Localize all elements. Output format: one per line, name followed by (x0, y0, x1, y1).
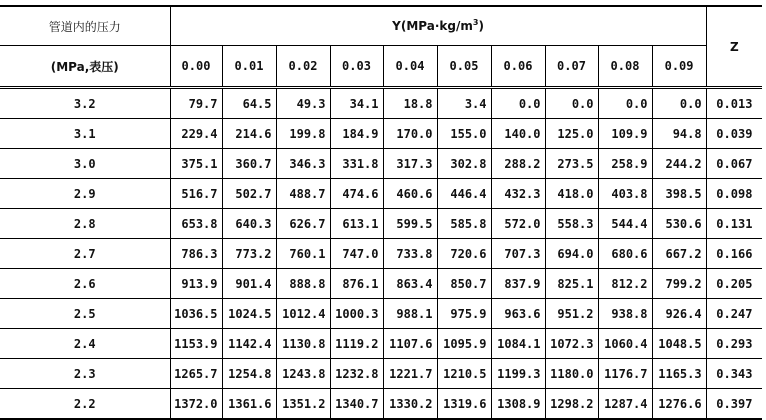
y-column-header: 0.05 (437, 46, 491, 88)
z-value-cell: 0.067 (706, 149, 762, 179)
y-value-cell: 1232.8 (330, 359, 383, 389)
y-column-header: 0.07 (545, 46, 598, 88)
pressure-cell: 2.3 (0, 359, 170, 389)
y-value-cell: 1060.4 (598, 329, 652, 359)
y-value-cell: 1119.2 (330, 329, 383, 359)
y-value-cell: 1130.8 (276, 329, 330, 359)
y-value-cell: 3.4 (437, 88, 491, 119)
y-column-header: 0.04 (383, 46, 437, 88)
y-value-cell: 626.7 (276, 209, 330, 239)
y-value-cell: 825.1 (545, 269, 598, 299)
y-value-cell: 199.8 (276, 119, 330, 149)
table-row (0, 88, 762, 119)
y-value-cell: 680.6 (598, 239, 652, 269)
y-value-cell: 988.1 (383, 299, 437, 329)
y-value-cell: 125.0 (545, 119, 598, 149)
y-value-cell: 1036.5 (170, 299, 222, 329)
y-value-cell: 667.2 (652, 239, 706, 269)
y-value-cell: 653.8 (170, 209, 222, 239)
pressure-cell: 2.9 (0, 179, 170, 209)
y-value-cell: 474.6 (330, 179, 383, 209)
table-row (0, 299, 762, 329)
table-row (0, 359, 762, 389)
z-value-cell: 0.131 (706, 209, 762, 239)
y-value-cell: 850.7 (437, 269, 491, 299)
y-value-cell: 34.1 (330, 88, 383, 119)
y-value-cell: 1165.3 (652, 359, 706, 389)
header-row-1 (0, 6, 762, 46)
y-value-cell: 398.5 (652, 179, 706, 209)
y-column-header: 0.08 (598, 46, 652, 88)
y-value-cell: 951.2 (545, 299, 598, 329)
table-row (0, 329, 762, 359)
y-value-cell: 1000.3 (330, 299, 383, 329)
y-value-cell: 446.4 (437, 179, 491, 209)
y-value-cell: 720.6 (437, 239, 491, 269)
y-value-cell: 1340.7 (330, 389, 383, 420)
pressure-cell: 2.8 (0, 209, 170, 239)
y-value-cell: 888.8 (276, 269, 330, 299)
z-header: Z (706, 6, 762, 88)
y-value-cell: 403.8 (598, 179, 652, 209)
y-value-cell: 502.7 (222, 179, 276, 209)
y-value-cell: 1024.5 (222, 299, 276, 329)
z-value-cell: 0.397 (716, 396, 753, 411)
z-value-cell: 0.293 (706, 329, 762, 359)
y-value-cell: 1276.6 (652, 389, 706, 420)
y-value-cell: 1142.4 (222, 329, 276, 359)
y-value-cell: 184.9 (330, 119, 383, 149)
y-value-cell: 516.7 (170, 179, 222, 209)
y-value-cell: 1221.7 (383, 359, 437, 389)
y-header-superscript: 3 (472, 18, 479, 27)
y-value-cell: 572.0 (491, 209, 545, 239)
y-value-cell: 49.3 (276, 88, 330, 119)
y-value-cell: 346.3 (276, 149, 330, 179)
y-value-cell: 1210.5 (437, 359, 491, 389)
y-value-cell: 1308.9 (491, 389, 545, 420)
y-value-cell: 288.2 (491, 149, 545, 179)
table-body (0, 88, 762, 420)
y-value-cell: 64.5 (222, 88, 276, 119)
y-value-cell: 302.8 (437, 149, 491, 179)
pressure-cell: 3.2 (0, 88, 170, 119)
pressure-cell: 3.0 (0, 149, 170, 179)
y-value-cell: 599.5 (383, 209, 437, 239)
y-value-cell: 79.7 (170, 88, 222, 119)
y-value-cell: 1176.7 (598, 359, 652, 389)
table-row (0, 179, 762, 209)
y-value-cell: 812.2 (598, 269, 652, 299)
y-value-cell: 1095.9 (437, 329, 491, 359)
y-column-header: 0.03 (330, 46, 383, 88)
y-value-cell: 375.1 (170, 149, 222, 179)
y-value-cell: 1298.2 (545, 389, 598, 420)
z-value-cell: 0.013 (706, 88, 762, 119)
y-value-cell: 707.3 (491, 239, 545, 269)
pressure-cell: 2.6 (0, 269, 170, 299)
y-value-cell: 694.0 (545, 239, 598, 269)
z-value-cell: 0.247 (706, 299, 762, 329)
y-value-cell: 1330.2 (383, 389, 437, 420)
pressure-header-unit: (MPa,表压) (0, 46, 170, 88)
table-row (0, 239, 762, 269)
y-value-cell: 1048.5 (652, 329, 706, 359)
y-value-cell: 1012.4 (276, 299, 330, 329)
y-value-cell: 530.6 (652, 209, 706, 239)
y-header-label: Y(MPa·kg/m (392, 19, 473, 33)
y-value-cell: 170.0 (383, 119, 437, 149)
y-value-cell: 94.8 (652, 119, 706, 149)
y-column-header: 0.06 (491, 46, 545, 88)
y-value-cell: 244.2 (652, 149, 706, 179)
y-value-cell: 975.9 (437, 299, 491, 329)
y-value-cell: 1254.8 (222, 359, 276, 389)
pressure-cell: 2.5 (0, 299, 170, 329)
y-value-cell: 317.3 (383, 149, 437, 179)
y-value-cell: 273.5 (545, 149, 598, 179)
header-row-2 (0, 46, 762, 88)
y-value-cell: 544.4 (598, 209, 652, 239)
z-value-cell: 0.098 (706, 179, 762, 209)
y-column-header: 0.00 (170, 46, 222, 88)
pressure-cell: 2.2 (0, 389, 170, 420)
y-value-cell: 0.0 (491, 88, 545, 119)
y-value-cell: 432.3 (491, 179, 545, 209)
y-value-cell: 1084.1 (491, 329, 545, 359)
pressure-cell: 2.7 (0, 239, 170, 269)
y-value-cell: 926.4 (652, 299, 706, 329)
y-value-cell: 613.1 (330, 209, 383, 239)
y-value-cell: 913.9 (170, 269, 222, 299)
z-value-cell: 0.039 (706, 119, 762, 149)
y-value-cell: 558.3 (545, 209, 598, 239)
y-value-cell: 331.8 (330, 149, 383, 179)
y-value-cell: 1107.6 (383, 329, 437, 359)
y-value-cell: 747.0 (330, 239, 383, 269)
y-value-cell: 786.3 (170, 239, 222, 269)
table-row (0, 119, 762, 149)
z-value-cell: 0.205 (706, 269, 762, 299)
table-row (0, 209, 762, 239)
table-row (0, 269, 762, 299)
y-value-cell: 0.0 (598, 88, 652, 119)
y-value-cell: 109.9 (598, 119, 652, 149)
z-value-cell: 0.166 (706, 239, 762, 269)
pressure-cell: 3.1 (0, 119, 170, 149)
y-value-cell: 1180.0 (545, 359, 598, 389)
y-value-cell: 1265.7 (170, 359, 222, 389)
y-value-cell: 1072.3 (545, 329, 598, 359)
y-value-cell: 773.2 (222, 239, 276, 269)
y-value-cell: 1287.4 (598, 389, 652, 420)
z-value-cell: 0.343 (706, 359, 762, 389)
y-value-cell: 901.4 (222, 269, 276, 299)
y-value-cell: 418.0 (545, 179, 598, 209)
pressure-cell: 2.4 (0, 329, 170, 359)
table-header (0, 6, 762, 88)
pressure-header-label: 管道内的压力 (0, 6, 170, 46)
y-value-cell: 18.8 (383, 88, 437, 119)
y-value-cell: 1153.9 (170, 329, 222, 359)
y-value-cell: 837.9 (491, 269, 545, 299)
y-group-header (170, 6, 706, 46)
y-value-cell: 360.7 (222, 149, 276, 179)
y-value-cell: 1243.8 (276, 359, 330, 389)
y-value-cell: 140.0 (491, 119, 545, 149)
table-row (0, 389, 762, 420)
y-value-cell: 1319.6 (437, 389, 491, 420)
y-value-cell: 1361.6 (222, 389, 276, 420)
y-value-cell: 963.6 (491, 299, 545, 329)
y-value-cell: 760.1 (276, 239, 330, 269)
y-value-cell: 733.8 (383, 239, 437, 269)
y-value-cell: 0.0 (545, 88, 598, 119)
y-header-label-end: ) (478, 19, 484, 33)
y-column-header: 0.09 (652, 46, 706, 88)
y-value-cell: 155.0 (437, 119, 491, 149)
pressure-table-container (0, 5, 762, 420)
y-value-cell: 460.6 (383, 179, 437, 209)
y-value-cell: 938.8 (598, 299, 652, 329)
y-value-cell: 1372.0 (170, 389, 222, 420)
y-value-cell: 214.6 (222, 119, 276, 149)
y-value-cell: 1199.3 (491, 359, 545, 389)
y-value-cell: 799.2 (652, 269, 706, 299)
y-column-header: 0.02 (276, 46, 330, 88)
table-row (0, 149, 762, 179)
y-value-cell: 640.3 (222, 209, 276, 239)
y-value-cell: 229.4 (170, 119, 222, 149)
y-value-cell: 1351.2 (276, 389, 330, 420)
pressure-table (0, 5, 762, 420)
y-value-cell: 258.9 (598, 149, 652, 179)
y-value-cell: 0.0 (652, 88, 706, 119)
y-value-cell: 488.7 (276, 179, 330, 209)
y-value-cell: 585.8 (437, 209, 491, 239)
y-value-cell: 863.4 (383, 269, 437, 299)
y-column-header: 0.01 (222, 46, 276, 88)
y-value-cell: 876.1 (330, 269, 383, 299)
